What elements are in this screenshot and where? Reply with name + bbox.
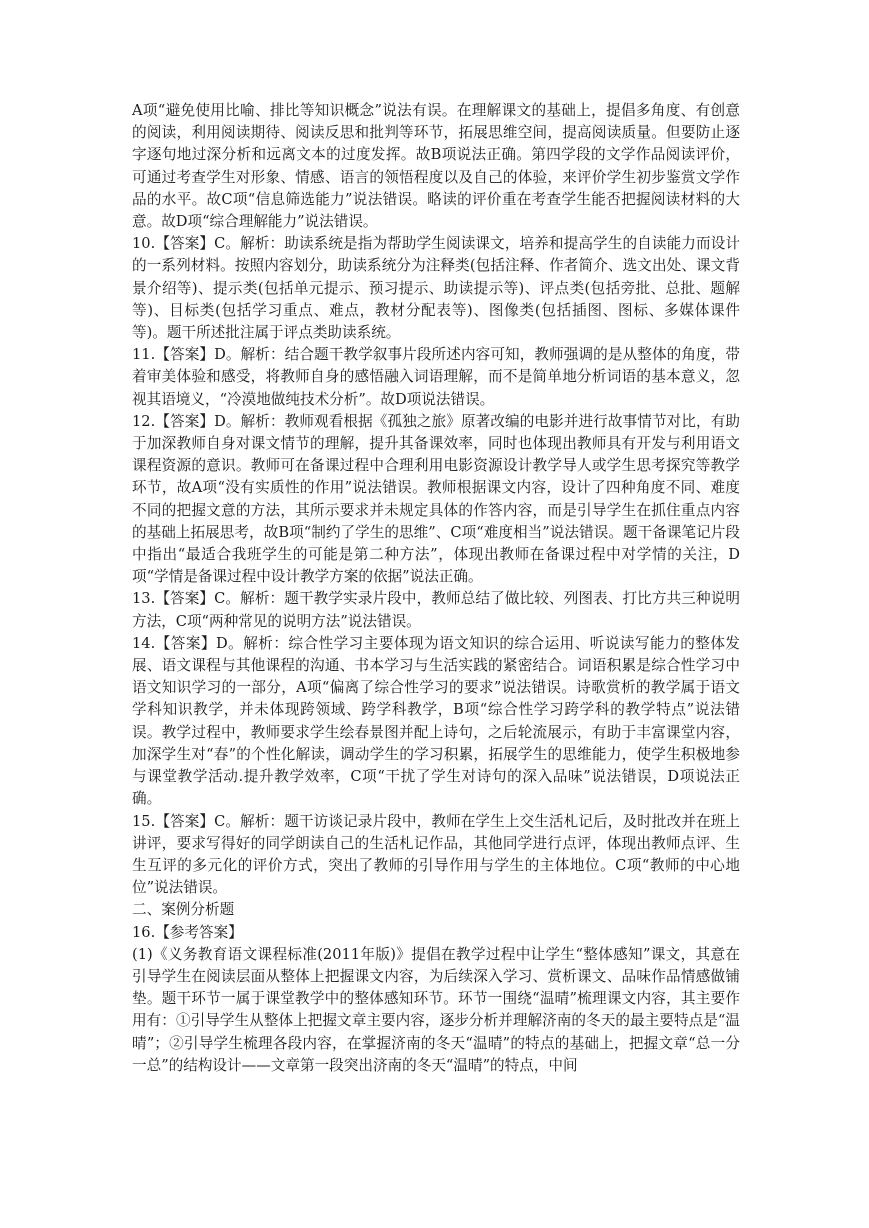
paragraph-answer-10: 10.【答案】C。解析：助读系统是指为帮助学生阅读课文，培养和提高学生的自读能力而设计的一系列材料。按照内容划分，助读系统分为注释类(包括注释、作者简介、选文出处、课文背景介绍等)、提示类(包括单元提示、预习提示、助读提示等)、评点类(包括旁批、总批、题解等)、目标类(包括学习重点、难点，教材分配表等)、图像类(包括插图、图标、多媒体课件等)。题干所述批注属于评点类助读系统。 (132, 235, 740, 342)
paragraph-answer-14: 14.【答案】D。解析：综合性学习主要体现为语文知识的综合运用、听说读写能力的整体发展、语文课程与其他课程的沟通、书本学习与生活实践的紧密结合。词语积累是综合性学习中语文知识学习的一部分，A项“偏离了综合性学习的要求”说法错误。诗歌赏析的教学属于语文学科知识教学，并未体现跨领域、跨学科教学，B项“综合性学习跨学科的教学特点”说法错误。教学过程中，教师要求学生绘春景图并配上诗句，之后轮流展示，有助于丰富课堂内容，加深学生对“春”的个性化解读，调动学生的学习积累，拓展学生的思维能力，使学生积极地参与课堂教学活动.提升教学效率，C项“干扰了学生对诗句的深入品味”说法错误，D项说法正确。 (132, 634, 740, 808)
paragraph-answer-16-heading: 16.【参考答案】 (132, 923, 243, 941)
document-page (132, 100, 740, 1077)
paragraph-answer-16-part-1: (1)《义务教育语文课程标准(2011年版)》提倡在教学过程中让学生“整体感知”课文，其意在引导学生在阅读层面从整体上把握课文内容，为后续深入学习、赏析课文、品味作品情感做铺垫。题干环节一属于课堂教学中的整体感知环节。环节一围绕“温晴”梳理课文内容，其主要作用有：①引导学生从整体上把握文章主要内容，逐步分析并理解济南的冬天的最主要特点是“温晴”；②引导学生梳理各段内容，在掌握济南的冬天“温晴”的特点的基础上，把握文章“总一分一总”的结构设计——文章第一段突出济南的冬天“温晴”的特点，中间 (132, 945, 740, 1074)
paragraph-answer-13: 13.【答案】C。解析：题干教学实录片段中，教师总结了做比较、列图表、打比方共三种说明方法，C项“两种常见的说明方法”说法错误。 (132, 590, 740, 630)
paragraph-answer-15: 15.【答案】C。解析：题干访谈记录片段中，教师在学生上交生活札记后，及时批改并在班上讲评，要求写得好的同学朗读自己的生活札记作品，其他同学进行点评，体现出教师点评、生生互评的多元化的评价方式，突出了教师的引导作用与学生的主体地位。C项“教师的中心地位”说法错误。 (132, 812, 740, 897)
paragraph-answer-9-continued: A项“避免使用比喻、排比等知识概念”说法有误。在理解课文的基础上，提倡多角度、有创意的阅读，利用阅读期待、阅读反思和批判等环节，拓展思维空间，提高阅读质量。但要防止逐字逐句地过深分析和远离文本的过度发挥。故B项说法正确。第四学段的文学作品阅读评价，可通过考查学生对形象、情感、语言的领悟程度以及自己的体验，来评价学生初步鉴赏文学作品的水平。故C项“信息筛选能力”说法错误。略读的评价重在考查学生能否把握阅读材料的大意。故D项“综合理解能力”说法错误。 (132, 102, 740, 231)
paragraph-answer-11: 11.【答案】D。解析：结合题干教学叙事片段所述内容可知，教师强调的是从整体的角度，带着审美体验和感受，将教师自身的感悟融入词语理解，而不是简单地分析词语的基本意义，忽视其语境义，“冷漠地做纯技术分析”。故D项说法错误。 (132, 346, 740, 408)
paragraph-answer-12: 12.【答案】D。解析：教师观看根据《孤独之旅》原著改编的电影并进行故事情节对比，有助于加深教师自身对课文情节的理解，提升其备课效率，同时也体现出教师具有开发与利用语文课程资源的意识。教师可在备课过程中合理利用电影资源设计教学导人或学生思考探究等教学环节，故A项“没有实质性的作用”说法错误。教师根据课文内容，设计了四种角度不同、难度不同的把握文意的方法，其所示要求并未规定具体的作答内容，而是引导学生在抓住重点内容的基础上拓展思考，故B项“制约了学生的思维”、C项“难度相当”说法错误。题干备课笔记片段中指出“最适合我班学生的可能是第二种方法”，体现出教师在备课过程中对学情的关注，D项“学情是备课过程中设计教学方案的依据”说法正确。 (132, 412, 740, 586)
section-heading-case-analysis: 二、案例分析题 (132, 901, 235, 919)
